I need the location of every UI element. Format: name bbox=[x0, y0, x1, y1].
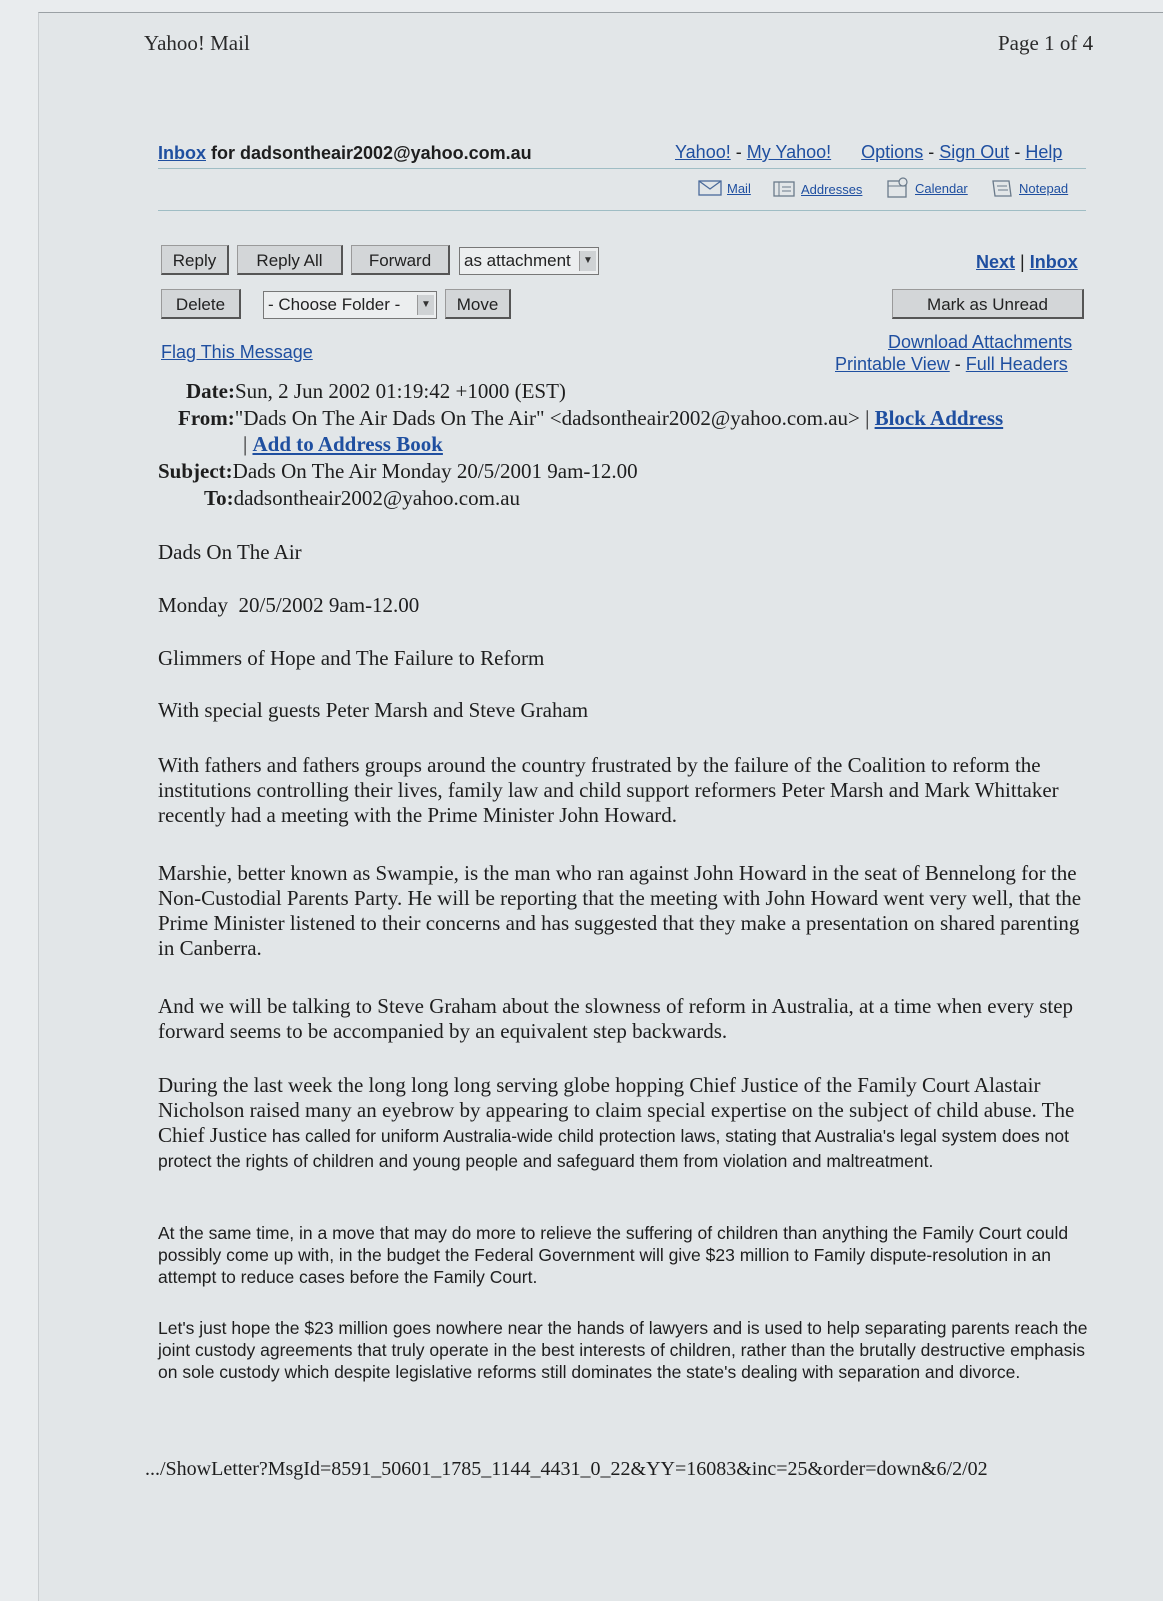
printable-view-link[interactable]: Printable View bbox=[835, 354, 950, 374]
top-rule bbox=[158, 168, 1086, 169]
block-address-link[interactable]: Block Address bbox=[874, 406, 1004, 430]
body-paragraph: Glimmers of Hope and The Failure to Reform bbox=[158, 646, 545, 670]
nav-notepad[interactable] bbox=[990, 178, 1068, 198]
nav-mail-label: Mail bbox=[727, 180, 751, 196]
nav-mail[interactable] bbox=[698, 180, 751, 196]
mail-icon bbox=[698, 180, 722, 196]
header-address-book bbox=[243, 432, 443, 457]
download-attachments-link[interactable]: Download Attachments bbox=[888, 332, 1073, 352]
address-book-icon bbox=[772, 180, 796, 198]
message-nav bbox=[976, 252, 1078, 273]
add-to-address-book-link[interactable]: Add to Address Book bbox=[252, 432, 443, 456]
options-link[interactable]: Options bbox=[861, 142, 924, 162]
to-label: To: bbox=[204, 486, 234, 510]
notepad-icon bbox=[990, 178, 1014, 198]
choose-folder-value: - Choose Folder - bbox=[268, 295, 401, 314]
nav-calendar-label: Calendar bbox=[915, 180, 968, 196]
top-links bbox=[675, 142, 1062, 163]
chevron-down-icon: ▼ bbox=[579, 251, 596, 271]
nav-calendar[interactable] bbox=[886, 177, 968, 199]
nav-addresses[interactable] bbox=[772, 180, 862, 198]
forward-mode-select[interactable] bbox=[459, 247, 599, 275]
nav-notepad-label: Notepad bbox=[1019, 180, 1069, 196]
separator: | bbox=[243, 432, 248, 456]
body-paragraph: With special guests Peter Marsh and Steve Graham bbox=[158, 698, 589, 722]
inbox-account: for dadsontheair2002@yahoo.com.au bbox=[211, 143, 532, 163]
body-text-sans: has called for uniform Australia-wide child protection laws, stating that Australia's legal system does not protect the rights of children and young people and safeguard them from violation and maltreatment. bbox=[158, 1126, 1069, 1171]
header-date bbox=[186, 379, 566, 404]
body-paragraph: Monday 20/5/2002 9am-12.00 bbox=[158, 593, 420, 617]
print-header-title: Yahoo! Mail bbox=[144, 31, 250, 55]
separator: - bbox=[1014, 142, 1021, 162]
inbox-link[interactable]: Inbox bbox=[158, 143, 206, 163]
separator: | bbox=[1020, 252, 1025, 272]
body-paragraph bbox=[158, 1073, 1088, 1173]
header-subject bbox=[158, 459, 638, 484]
body-paragraph: At the same time, in a move that may do more to relieve the suffering of children than anything the Family Court could possibly come up with, in the budget the Federal Government will give $23 million to Family dispute-resolution in an attempt to reduce cases before the Family Court. bbox=[158, 1223, 1069, 1287]
inbox-title bbox=[158, 143, 532, 164]
from-label: From: bbox=[178, 406, 235, 430]
body-paragraph: Let's just hope the $23 million goes nowhere near the hands of lawyers and is used to help separating parents reach the joint custody agreements that truly operate in the best interests of children, rather than the brutally destructive emphasis on sole custody which despite legislative reforms still dominates the state's dealing with separation and divorce. bbox=[158, 1318, 1088, 1382]
body-paragraph: And we will be talking to Steve Graham about the slowness of reform in Australia, at a time when every step forward seems to be accompanied by an equivalent step backwards. bbox=[158, 994, 1074, 1043]
help-link[interactable]: Help bbox=[1025, 142, 1063, 162]
header-from bbox=[178, 406, 1003, 431]
date-value: Sun, 2 Jun 2002 01:19:42 +1000 (EST) bbox=[234, 379, 566, 403]
print-header-page-number: Page 1 of 4 bbox=[998, 31, 1094, 55]
choose-folder-select[interactable] bbox=[263, 291, 437, 319]
calendar-icon bbox=[886, 177, 910, 199]
inbox-nav-link[interactable]: Inbox bbox=[1029, 252, 1078, 272]
flag-message-link[interactable]: Flag This Message bbox=[161, 342, 313, 362]
my-yahoo-link[interactable]: My Yahoo! bbox=[746, 142, 832, 162]
mark-as-unread-button[interactable]: Mark as Unread bbox=[892, 289, 1084, 319]
header-to bbox=[204, 486, 520, 511]
reply-all-button[interactable]: Reply All bbox=[237, 245, 343, 275]
nav-addresses-label: Addresses bbox=[801, 181, 863, 197]
subject-value: Dads On The Air Monday 20/5/2001 9am-12.00 bbox=[232, 459, 638, 483]
body-paragraph: Dads On The Air bbox=[158, 540, 302, 564]
delete-button[interactable]: Delete bbox=[161, 289, 241, 319]
body-text-serif: During the last week the long long long serving globe hopping Chief Justice of the Family Court Alastair Nicholson raised many an eyebrow by appearing to claim special expertise on the subject of child abuse. The Chief Justice bbox=[158, 1073, 1075, 1147]
body-paragraph: Marshie, better known as Swampie, is the man who ran against John Howard in the seat of Bennelong for the Non-Custodial Parents Party. He will be reporting that the meeting with John Howard went very well, that the Prime Minister listened to their concerns and has suggested that they make a presentation on shared parenting in Canberra. bbox=[158, 861, 1082, 960]
view-links bbox=[835, 354, 1068, 375]
sign-out-link[interactable]: Sign Out bbox=[939, 142, 1010, 162]
nav-rule bbox=[158, 210, 1086, 211]
print-footer-url: .../ShowLetter?MsgId=8591_50601_1785_1144_4431_0_22&YY=16083&inc=25&order=down&6/2/02 bbox=[145, 1458, 988, 1480]
full-headers-link[interactable]: Full Headers bbox=[965, 354, 1068, 374]
body-paragraph: With fathers and fathers groups around the country frustrated by the failure of the Coalition to reform the institutions controlling their lives, family law and child support reformers Peter Marsh and Mark Whittaker recently had a meeting with the Prime Minister John Howard. bbox=[158, 753, 1059, 827]
chevron-down-icon: ▼ bbox=[417, 295, 434, 315]
separator: - bbox=[928, 142, 935, 162]
to-value: dadsontheair2002@yahoo.com.au bbox=[233, 486, 521, 510]
subject-label: Subject: bbox=[158, 459, 233, 483]
separator: - bbox=[954, 354, 961, 374]
reply-button[interactable]: Reply bbox=[161, 245, 229, 275]
date-label: Date: bbox=[186, 379, 235, 403]
yahoo-link[interactable]: Yahoo! bbox=[675, 142, 731, 162]
move-button[interactable]: Move bbox=[445, 289, 511, 319]
from-value: "Dads On The Air Dads On The Air" <dadsontheair2002@yahoo.com.au> | bbox=[234, 406, 870, 430]
separator: - bbox=[735, 142, 742, 162]
next-link[interactable]: Next bbox=[976, 252, 1016, 272]
forward-button[interactable]: Forward bbox=[351, 245, 450, 275]
forward-mode-value: as attachment bbox=[464, 251, 571, 270]
